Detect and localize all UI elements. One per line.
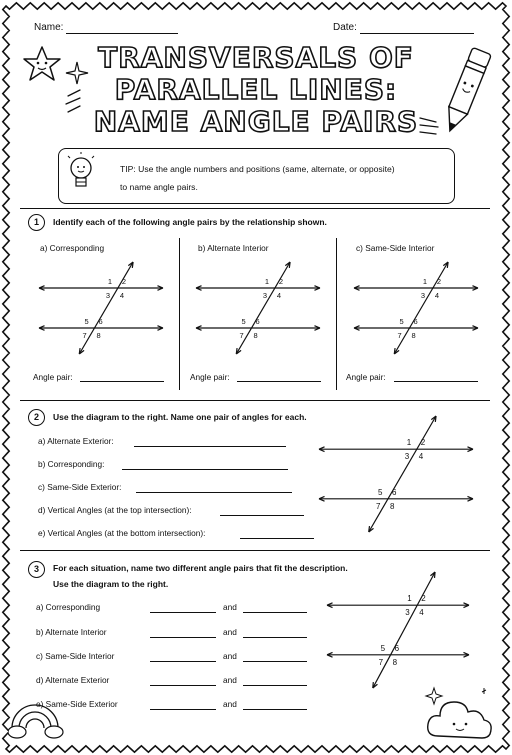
cloud-icon — [424, 684, 496, 742]
tip-line-2: to name angle pairs. — [120, 182, 198, 192]
angle-label-8: 8 — [390, 501, 395, 511]
q1-c-transversal-diagram — [351, 258, 481, 358]
angle-label-5: 5 — [378, 487, 383, 497]
question-3-instruction-line-1: For each situation, name two different angle pairs that fit the description. — [53, 563, 348, 573]
divider-top — [20, 208, 490, 209]
q1-part-b-answer-blank[interactable] — [237, 381, 321, 382]
name-blank[interactable] — [66, 33, 178, 34]
question-1-number: 1 — [28, 214, 45, 231]
q1-part-b-answer-label: Angle pair: — [190, 372, 230, 382]
divider-q1-q2 — [20, 400, 490, 401]
q1-a-transversal-diagram — [36, 258, 166, 358]
angle-label-8: 8 — [411, 331, 416, 340]
transversal-line — [79, 262, 133, 354]
divider-q2-q3 — [20, 550, 490, 551]
transversal-line — [236, 262, 290, 354]
q2-item-d-blank[interactable] — [220, 515, 304, 516]
angle-label-1: 1 — [407, 594, 412, 604]
q3-transversal-diagram — [324, 568, 472, 692]
q1-part-a-label: a) Corresponding — [40, 243, 105, 253]
angle-label-3: 3 — [105, 291, 111, 300]
q1-part-b-label: b) Alternate Interior — [198, 243, 269, 253]
angle-label-3: 3 — [404, 452, 410, 462]
date-label: Date: — [333, 22, 357, 33]
angle-label-6: 6 — [413, 317, 418, 326]
q3-item-a-and-label: and — [223, 602, 237, 612]
question-2-number: 2 — [28, 409, 45, 426]
angle-label-1: 1 — [406, 438, 412, 448]
q3-item-d-second-blank[interactable] — [243, 685, 307, 686]
q3-item-b-label: b) Alternate Interior — [36, 627, 107, 637]
question-3-instruction-line-2: Use the diagram to the right. — [53, 579, 169, 589]
angle-label-1: 1 — [422, 277, 428, 286]
q3-item-e-and-label: and — [223, 699, 237, 709]
rainbow-icon — [8, 690, 64, 740]
q1-column-divider-1 — [179, 238, 180, 390]
q1-part-a-answer-blank[interactable] — [80, 381, 164, 382]
transversal-line — [373, 572, 435, 688]
q3-item-a-second-blank[interactable] — [243, 612, 307, 613]
q1-part-c-answer-blank[interactable] — [394, 381, 478, 382]
q3-item-c-second-blank[interactable] — [243, 661, 307, 662]
angle-label-6: 6 — [394, 643, 400, 653]
angle-label-2: 2 — [420, 438, 426, 448]
name-label: Name: — [34, 22, 64, 33]
angle-label-8: 8 — [96, 331, 101, 340]
angle-label-6: 6 — [98, 317, 103, 326]
transversal-line — [394, 262, 448, 354]
q2-item-a-blank[interactable] — [134, 446, 286, 447]
q2-item-d-label: d) Vertical Angles (at the top intersection): — [38, 505, 192, 515]
angle-label-2: 2 — [421, 594, 426, 604]
q2-item-b-label: b) Corresponding: — [38, 459, 105, 469]
q1-b-transversal-diagram — [193, 258, 323, 358]
angle-label-4: 4 — [276, 291, 282, 300]
angle-label-3: 3 — [420, 291, 426, 300]
angle-label-6: 6 — [255, 317, 260, 326]
title-line-2: PARALLEL LINES: — [114, 73, 398, 106]
title-line-3: NAME ANGLE PAIRS — [93, 105, 419, 138]
q3-item-e-first-blank[interactable] — [150, 709, 216, 710]
q3-item-c-and-label: and — [223, 651, 237, 661]
q3-item-e-label: e) Same-Side Exterior — [36, 699, 118, 709]
q1-column-divider-2 — [336, 238, 337, 390]
question-3-number: 3 — [28, 561, 45, 578]
q2-item-e-label: e) Vertical Angles (at the bottom intersection): — [38, 528, 206, 538]
q2-item-c-blank[interactable] — [136, 492, 292, 493]
q2-item-e-blank[interactable] — [240, 538, 314, 539]
angle-label-7: 7 — [376, 501, 381, 511]
q3-item-d-and-label: and — [223, 675, 237, 685]
q3-item-c-label: c) Same-Side Interior — [36, 651, 115, 661]
angle-label-5: 5 — [399, 317, 404, 326]
angle-label-2: 2 — [278, 277, 284, 286]
angle-label-4: 4 — [419, 608, 424, 618]
angle-label-8: 8 — [253, 331, 258, 340]
q1-part-c-label: c) Same-Side Interior — [356, 243, 435, 253]
q3-item-b-second-blank[interactable] — [243, 637, 307, 638]
q2-item-a-label: a) Alternate Exterior: — [38, 436, 114, 446]
angle-label-7: 7 — [239, 331, 244, 340]
angle-label-4: 4 — [434, 291, 440, 300]
q1-part-a-answer-label: Angle pair: — [33, 372, 73, 382]
q2-transversal-diagram — [316, 412, 476, 536]
transversal-line — [369, 416, 436, 532]
angle-label-7: 7 — [82, 331, 87, 340]
question-1-instruction: Identify each of the following angle pairs by the relationship shown. — [53, 217, 327, 227]
question-2-instruction: Use the diagram to the right. Name one pair of angles for each. — [53, 412, 307, 422]
angle-label-4: 4 — [418, 452, 424, 462]
angle-label-2: 2 — [121, 277, 127, 286]
q3-item-d-first-blank[interactable] — [150, 685, 216, 686]
q3-item-a-first-blank[interactable] — [150, 612, 216, 613]
angle-label-4: 4 — [119, 291, 125, 300]
q3-item-b-first-blank[interactable] — [150, 637, 216, 638]
angle-label-3: 3 — [262, 291, 268, 300]
q1-part-c-answer-label: Angle pair: — [346, 372, 386, 382]
angle-label-1: 1 — [107, 277, 113, 286]
title-line-1: TRANSVERSALS OF — [98, 41, 414, 74]
tip-line-1: TIP: Use the angle numbers and positions (same, alternate, or opposite) — [120, 164, 395, 174]
angle-label-5: 5 — [84, 317, 89, 326]
q3-item-c-first-blank[interactable] — [150, 661, 216, 662]
angle-label-1: 1 — [264, 277, 270, 286]
angle-label-8: 8 — [392, 657, 398, 667]
q3-item-a-label: a) Corresponding — [36, 602, 101, 612]
angle-label-5: 5 — [380, 643, 386, 653]
lightbulb-icon — [66, 152, 96, 198]
q3-item-d-label: d) Alternate Exterior — [36, 675, 110, 685]
q3-item-e-second-blank[interactable] — [243, 709, 307, 710]
angle-label-7: 7 — [378, 657, 384, 667]
date-blank[interactable] — [360, 33, 474, 34]
angle-label-2: 2 — [436, 277, 442, 286]
angle-label-6: 6 — [392, 487, 397, 497]
q2-item-c-label: c) Same-Side Exterior: — [38, 482, 122, 492]
q2-item-b-blank[interactable] — [122, 469, 288, 470]
angle-label-3: 3 — [405, 608, 410, 618]
q3-item-b-and-label: and — [223, 627, 237, 637]
angle-label-5: 5 — [241, 317, 246, 326]
angle-label-7: 7 — [397, 331, 402, 340]
